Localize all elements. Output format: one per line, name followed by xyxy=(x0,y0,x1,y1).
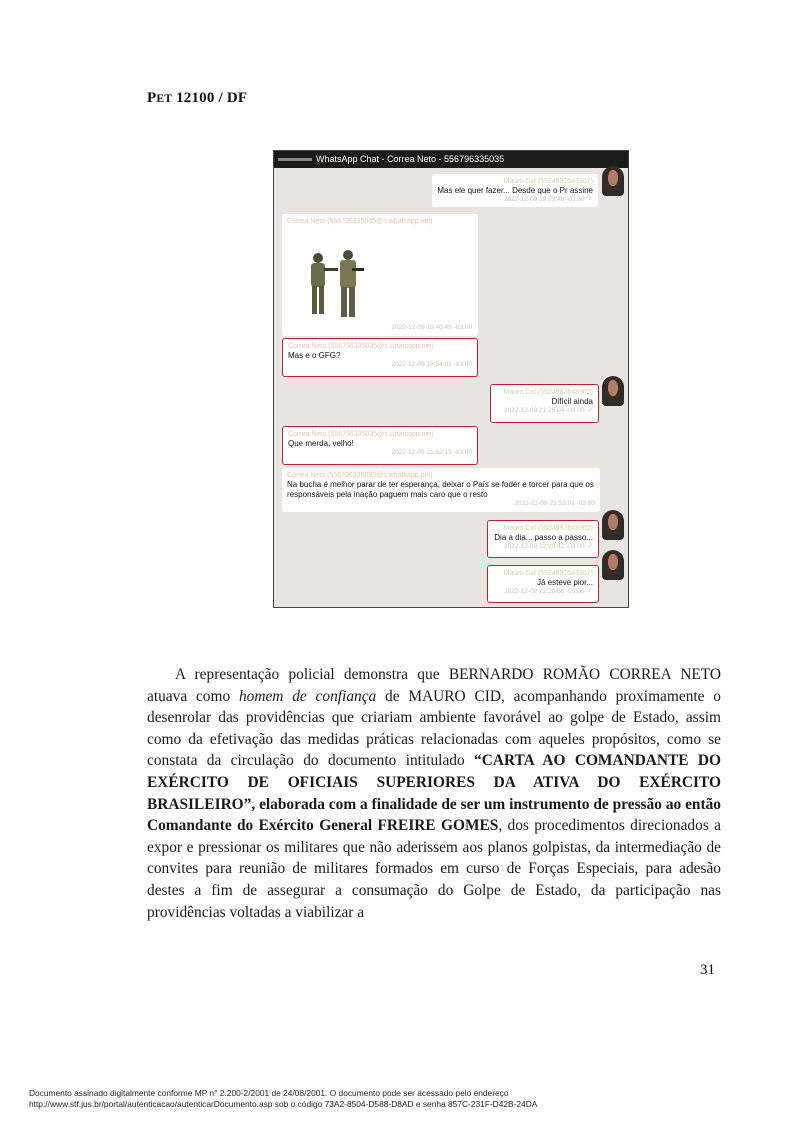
message-sender: Correa Neto (556796335035@s.whatsapp.net) xyxy=(288,431,434,438)
avatar-correa-neto xyxy=(273,216,274,246)
message-text: Já esteve pior... xyxy=(536,578,593,587)
message-timestamp: 2022-12-09 19:03:48 -03:00 ✓ xyxy=(503,196,593,203)
message-timestamp: 2022-12-09 21:25:04 -03:00 ✓ xyxy=(503,407,593,414)
document-header: PET 12100 / DF xyxy=(147,90,248,106)
avatar-mauro-cid xyxy=(602,376,624,406)
message-bubble xyxy=(282,468,600,512)
menu-icon xyxy=(278,158,312,161)
message-timestamp: 2022-12-09 21:53:01 -03:00 xyxy=(514,500,595,507)
signature-footer xyxy=(29,1088,789,1110)
avatar-correa-neto xyxy=(273,430,274,460)
soldiers-image xyxy=(298,246,368,324)
chat-body xyxy=(274,168,628,607)
message-sender: Correa Neto (556796335035@s.whatsapp.net) xyxy=(287,218,433,225)
message-bubble-image xyxy=(282,214,478,336)
message-sender: Mauro Cid (5524992643302) xyxy=(503,525,593,532)
message-text: Que merda, velho! xyxy=(288,439,354,448)
read-check-icon: ✓ xyxy=(587,407,593,414)
message-timestamp: 2022-12-09 19:54:01 -03:00 xyxy=(391,361,472,368)
message-timestamp: 2022-12-09 22:20:42 -03:00 ✓ xyxy=(503,543,593,550)
avatar-correa-neto xyxy=(273,460,274,490)
message-bubble-highlighted xyxy=(282,338,478,377)
read-check-icon: ✓ xyxy=(587,196,593,203)
message-timestamp: 2022-12-09 19:40:45 -03:00 xyxy=(391,324,472,331)
read-check-icon: ✓ xyxy=(587,588,593,595)
body-paragraph: A representação policial demonstra que BERNARDO ROMÃO CORREA NETO atuava como homem de confiança de MAURO CID, acompanhando proximamente o desenrolar das providências que criariam ambiente favorável ao golpe de Estado, assim como da efetivação das medidas práticas relacionadas com aqueles propósitos, como se constata da circulação do documento intitulado “CARTA AO COMANDANTE DO EXÉRCITO DE OFICIAIS SUPERIORES DA ATIVA DO EXÉRCITO BRASILEIRO”, elaborada com a finalidade de ser um instrumento de pressão ao então Comandante do Exército General FREIRE GOMES, dos procedimentos direcionados a expor e pressionar os militares que não aderissem aos planos golpistas, da intermediação de convites para reunião de militares formados em curso de Forças Especiais, para adesão destes a fim de assegurar a consumação do Golpe de Estado, da participação nas providências voltadas a viabilizar a xyxy=(147,666,721,921)
message-bubble-highlighted xyxy=(487,520,599,558)
message-timestamp: 2022-12-09 22:28:58 -03:00 ✓ xyxy=(503,588,593,595)
whatsapp-chat-screenshot xyxy=(273,150,629,608)
chat-title: WhatsApp Chat - Correa Neto - 556796335035 xyxy=(316,154,505,164)
page-number: 31 xyxy=(700,962,715,978)
message-sender: Mauro Cid (5524992643302) xyxy=(503,178,593,185)
message-text: Dia a dia... passo a passo... xyxy=(494,533,593,542)
read-check-icon: ✓ xyxy=(587,543,593,550)
message-bubble-highlighted xyxy=(490,384,599,423)
message-bubble-highlighted xyxy=(282,426,478,465)
avatar-correa-neto xyxy=(273,334,274,364)
message-text: Mas ele quer fazer... Desde que o Pr assine xyxy=(437,186,593,195)
message-text: Mas e o GFG? xyxy=(288,351,341,360)
message-bubble xyxy=(432,174,598,207)
message-text: Difícil ainda xyxy=(551,397,593,406)
footer-line: http://www.stf.jus.br/portal/autenticacao/autenticarDocumento.asp sob o código 73A2-8504-D588-D8AD e senha 857C-231F-D42B-24DA xyxy=(29,1099,538,1109)
message-sender: Mauro Cid (5524992643302) xyxy=(503,389,593,396)
chat-title-bar xyxy=(274,151,628,168)
avatar-mauro-cid xyxy=(602,166,624,196)
message-bubble-highlighted xyxy=(487,565,599,603)
message-sender: Mauro Cid (5524992643302) xyxy=(503,570,593,577)
message-sender: Correa Neto (556796335035@s.whatsapp.net) xyxy=(288,343,434,350)
avatar-mauro-cid xyxy=(602,510,624,540)
message-text: Na bucha é melhor parar de ter esperança, deixar o País se foder e torcer para que os responsáveis pela inação paguem mais caro que o resto xyxy=(287,480,594,499)
avatar-mauro-cid xyxy=(602,550,624,580)
footer-line: Documento assinado digitalmente conforme MP n° 2.200-2/2001 de 24/08/2001. O documento pode ser acessado pelo endereço xyxy=(29,1088,509,1098)
message-timestamp: 2022-12-09 21:52:15 -03:00 xyxy=(391,449,472,456)
message-sender: Correa Neto (556796335035@s.whatsapp.net) xyxy=(287,472,433,479)
